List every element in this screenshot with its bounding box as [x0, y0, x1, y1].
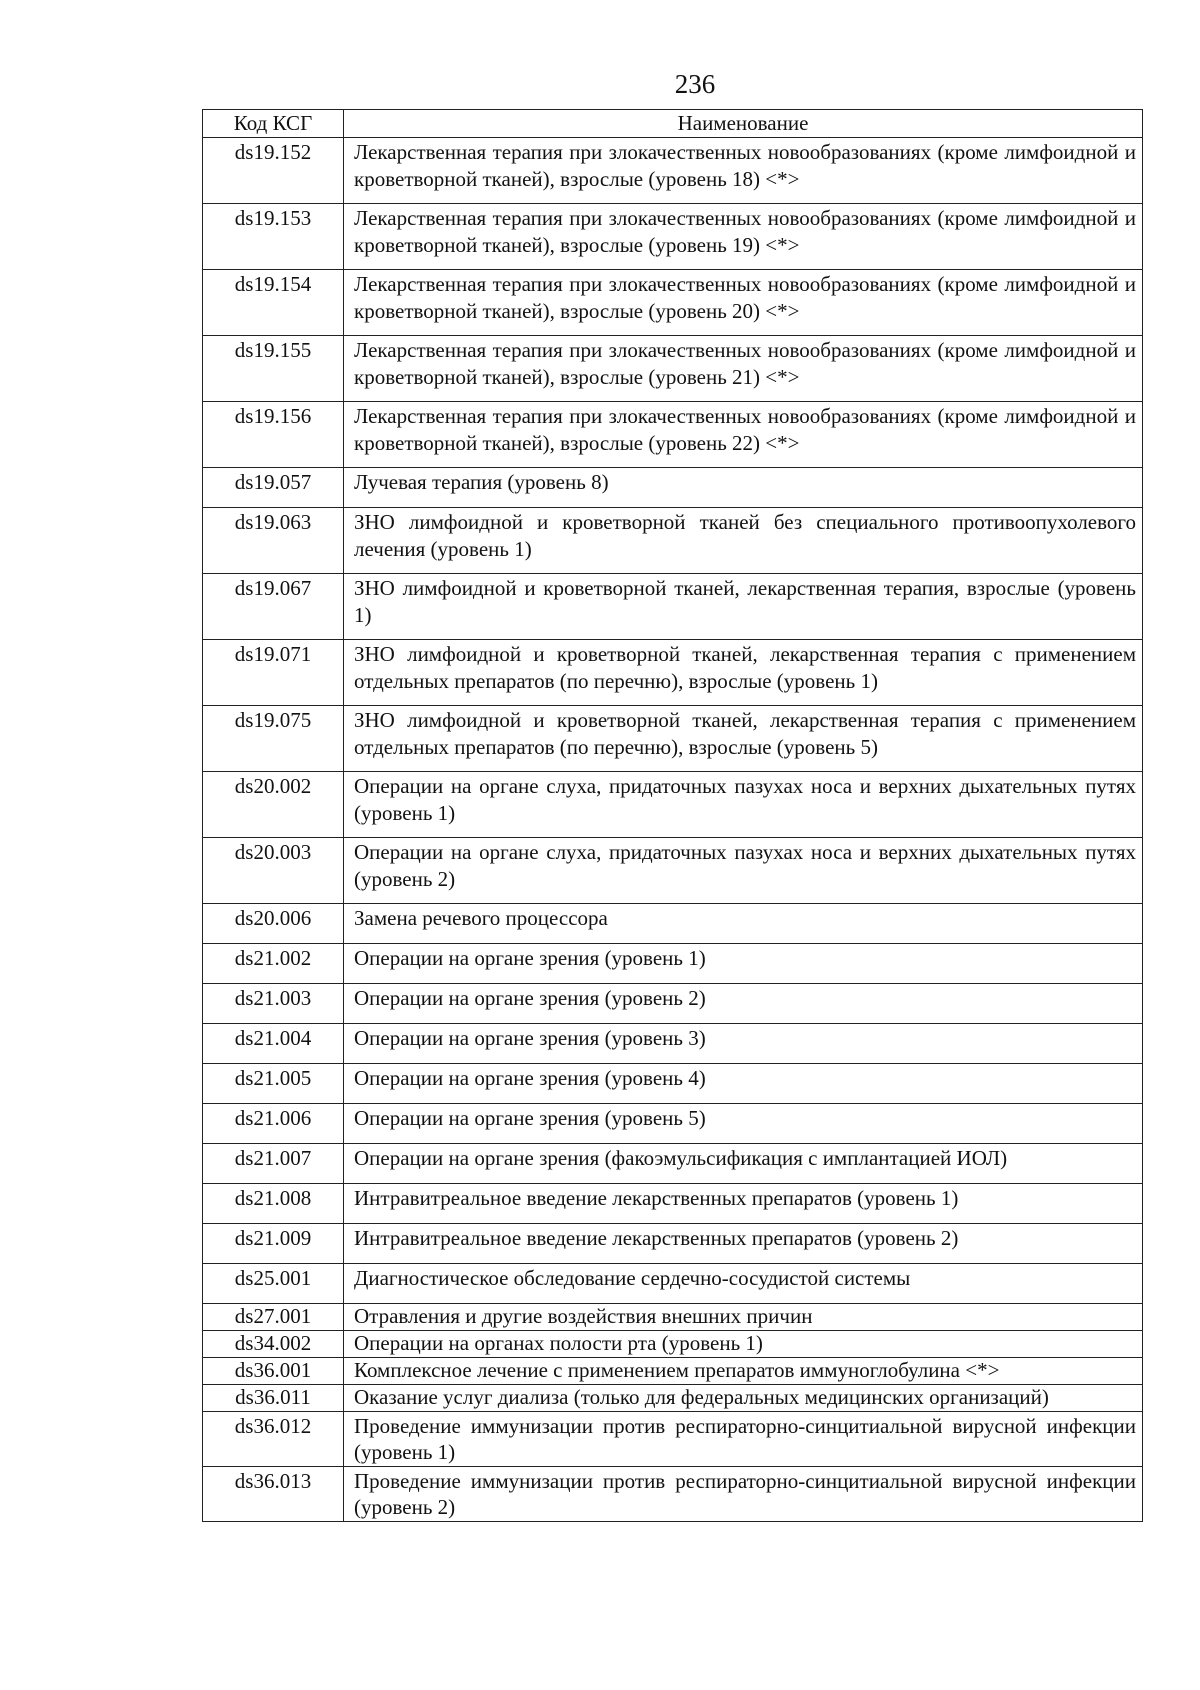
- row-code: ds19.063: [203, 508, 344, 574]
- row-name: Комплексное лечение с применением препаратов иммуноглобулина <*>: [344, 1358, 1143, 1385]
- row-code: ds21.005: [203, 1064, 344, 1104]
- row-code: ds25.001: [203, 1264, 344, 1304]
- row-name: Диагностическое обследование сердечно-сосудистой системы: [344, 1264, 1143, 1304]
- table-row: [203, 1385, 1143, 1412]
- table-row: [203, 1184, 1143, 1224]
- row-code: ds19.156: [203, 402, 344, 468]
- table-row: [203, 1331, 1143, 1358]
- table-row: [203, 904, 1143, 944]
- row-name: Оказание услуг диализа (только для федеральных медицинских организаций): [344, 1385, 1143, 1412]
- row-name: Лекарственная терапия при злокачественных новообразованиях (кроме лимфоидной и кроветворной тканей), взрослые (уровень 22) <*>: [344, 402, 1143, 468]
- table-row: [203, 1264, 1143, 1304]
- table-row: [203, 1144, 1143, 1184]
- row-name: Проведение иммунизации против респираторно-синцитиальной вирусной инфекции (уровень 2): [344, 1467, 1143, 1522]
- row-code: ds21.007: [203, 1144, 344, 1184]
- row-name: Операции на органах полости рта (уровень 1): [344, 1331, 1143, 1358]
- row-code: ds19.152: [203, 138, 344, 204]
- row-name: Лекарственная терапия при злокачественных новообразованиях (кроме лимфоидной и кроветворной тканей), взрослые (уровень 19) <*>: [344, 204, 1143, 270]
- row-name: Замена речевого процессора: [344, 904, 1143, 944]
- table-row: [203, 270, 1143, 336]
- row-code: ds20.006: [203, 904, 344, 944]
- row-code: ds19.057: [203, 468, 344, 508]
- table-row: [203, 468, 1143, 508]
- row-code: ds19.153: [203, 204, 344, 270]
- table-row: [203, 1104, 1143, 1144]
- table-row: [203, 984, 1143, 1024]
- row-code: ds36.011: [203, 1385, 344, 1412]
- table-row: [203, 640, 1143, 706]
- table-row: [203, 706, 1143, 772]
- row-code: ds21.004: [203, 1024, 344, 1064]
- page-number: 236: [674, 69, 716, 99]
- row-name: Операции на органе зрения (уровень 2): [344, 984, 1143, 1024]
- row-code: ds21.002: [203, 944, 344, 984]
- header-code: Код КСГ: [203, 110, 344, 138]
- row-name: Операции на органе зрения (уровень 3): [344, 1024, 1143, 1064]
- table-row: [203, 838, 1143, 904]
- ksg-table: [202, 109, 1143, 1522]
- row-name: Лучевая терапия (уровень 8): [344, 468, 1143, 508]
- row-name: Лекарственная терапия при злокачественных новообразованиях (кроме лимфоидной и кроветворной тканей), взрослые (уровень 21) <*>: [344, 336, 1143, 402]
- row-code: ds21.008: [203, 1184, 344, 1224]
- row-code: ds19.071: [203, 640, 344, 706]
- row-code: ds21.009: [203, 1224, 344, 1264]
- table-row: [203, 204, 1143, 270]
- row-code: ds21.003: [203, 984, 344, 1024]
- row-code: ds36.001: [203, 1358, 344, 1385]
- table-header-row: [203, 110, 1143, 138]
- table-row: [203, 1064, 1143, 1104]
- table-row: [203, 508, 1143, 574]
- table-row: [203, 402, 1143, 468]
- row-code: ds36.013: [203, 1467, 344, 1522]
- row-name: Операции на органе слуха, придаточных пазухах носа и верхних дыхательных путях (уровень 1): [344, 772, 1143, 838]
- row-name: Операции на органе зрения (уровень 1): [344, 944, 1143, 984]
- row-code: ds34.002: [203, 1331, 344, 1358]
- row-name: Операции на органе зрения (уровень 5): [344, 1104, 1143, 1144]
- row-code: ds20.003: [203, 838, 344, 904]
- table-row: [203, 138, 1143, 204]
- table-row: [203, 772, 1143, 838]
- table-row: [203, 1358, 1143, 1385]
- row-code: ds20.002: [203, 772, 344, 838]
- row-name: Интравитреальное введение лекарственных препаратов (уровень 1): [344, 1184, 1143, 1224]
- table-row: [203, 574, 1143, 640]
- row-name: ЗНО лимфоидной и кроветворной тканей без специального противоопухолевого лечения (уровень 1): [344, 508, 1143, 574]
- table-row: [203, 1467, 1143, 1522]
- table-row: [203, 1024, 1143, 1064]
- row-name: Операции на органе зрения (факоэмульсификация с имплантацией ИОЛ): [344, 1144, 1143, 1184]
- row-name: ЗНО лимфоидной и кроветворной тканей, лекарственная терапия с применением отдельных препаратов (по перечню), взрослые (уровень 5): [344, 706, 1143, 772]
- row-code: ds21.006: [203, 1104, 344, 1144]
- row-name: Отравления и другие воздействия внешних причин: [344, 1304, 1143, 1331]
- table-row: [203, 336, 1143, 402]
- table-row: [203, 1412, 1143, 1467]
- row-code: ds19.155: [203, 336, 344, 402]
- row-name: ЗНО лимфоидной и кроветворной тканей, лекарственная терапия с применением отдельных препаратов (по перечню), взрослые (уровень 1): [344, 640, 1143, 706]
- table-row: [203, 1304, 1143, 1331]
- row-name: Лекарственная терапия при злокачественных новообразованиях (кроме лимфоидной и кроветворной тканей), взрослые (уровень 20) <*>: [344, 270, 1143, 336]
- header-name: Наименование: [344, 110, 1143, 138]
- row-name: Операции на органе слуха, придаточных пазухах носа и верхних дыхательных путях (уровень 2): [344, 838, 1143, 904]
- row-code: ds27.001: [203, 1304, 344, 1331]
- row-name: Лекарственная терапия при злокачественных новообразованиях (кроме лимфоидной и кроветворной тканей), взрослые (уровень 18) <*>: [344, 138, 1143, 204]
- row-name: ЗНО лимфоидной и кроветворной тканей, лекарственная терапия, взрослые (уровень 1): [344, 574, 1143, 640]
- row-code: ds19.067: [203, 574, 344, 640]
- row-name: Проведение иммунизации против респираторно-синцитиальной вирусной инфекции (уровень 1): [344, 1412, 1143, 1467]
- row-name: Интравитреальное введение лекарственных препаратов (уровень 2): [344, 1224, 1143, 1264]
- table-row: [203, 1224, 1143, 1264]
- row-name: Операции на органе зрения (уровень 4): [344, 1064, 1143, 1104]
- row-code: ds19.075: [203, 706, 344, 772]
- table-row: [203, 944, 1143, 984]
- row-code: ds36.012: [203, 1412, 344, 1467]
- row-code: ds19.154: [203, 270, 344, 336]
